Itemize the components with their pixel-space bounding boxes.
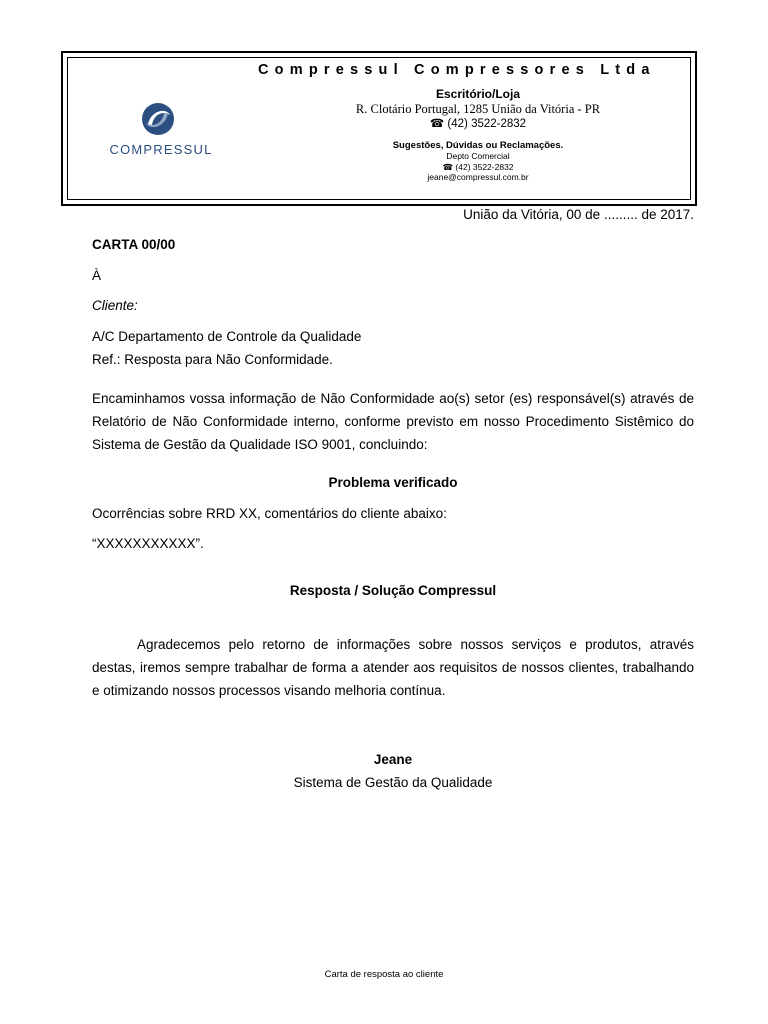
attention-line: A/C Departamento de Controle da Qualidade: [92, 329, 362, 344]
date-line: União da Vitória, 00 de ......... de 2017.: [463, 207, 694, 222]
letterhead-inner-border: [67, 57, 691, 200]
occurrences-line: Ocorrências sobre RRD XX, comentários do cliente abaixo:: [92, 506, 447, 521]
reference-line: Ref.: Resposta para Não Conformidade.: [92, 352, 333, 367]
department-phone: ☎ (42) 3522-2832: [442, 162, 514, 172]
office-label: Escritório/Loja: [435, 87, 521, 101]
page-footer: Carta de resposta ao cliente: [324, 969, 444, 980]
company-address: R. Clotário Portugal, 1285 União da Vitória - PR: [355, 102, 601, 116]
suggestions-label: Sugestões, Dúvidas ou Reclamações.: [392, 140, 564, 151]
logo-swirl-icon: [140, 99, 176, 139]
signer-role: Sistema de Gestão da Qualidade: [293, 775, 493, 790]
carta-number: CARTA 00/00: [92, 237, 176, 252]
contact-email[interactable]: jeane@compressul.com.br: [427, 172, 529, 182]
logo-wordmark: COMPRESSUL: [109, 142, 213, 157]
client-comment: “XXXXXXXXXXX”.: [92, 536, 204, 551]
intro-paragraph: Encaminhamos vossa informação de Não Conformidade ao(s) setor (es) responsável(s) através de Relatório de Não Conformidade interno, conforme previsto em nosso Procedimento Sistêmico do Sistema de Gestão da Qualidade ISO 9001, concluindo:: [92, 391, 694, 452]
problem-heading: Problema verificado: [328, 475, 458, 490]
response-paragraph: Agradecemos pelo retorno de informações sobre nossos serviços e produtos, através destas, iremos sempre trabalhar de forma a atender aos requisitos de nossos clientes, trabalhando e otimizando nossos processos visando melhoria contínua.: [92, 637, 694, 698]
client-label: Cliente:: [92, 298, 138, 313]
letterhead: [61, 51, 697, 206]
signer-name: Jeane: [373, 752, 413, 767]
company-logo: [96, 96, 226, 156]
company-phone: ☎ (42) 3522-2832: [429, 118, 527, 130]
department-label: Depto Comercial: [446, 151, 510, 161]
response-heading: Resposta / Solução Compressul: [289, 583, 497, 598]
company-name: Compressul Compressores Ltda: [258, 62, 656, 78]
recipient-to: À: [92, 268, 102, 283]
